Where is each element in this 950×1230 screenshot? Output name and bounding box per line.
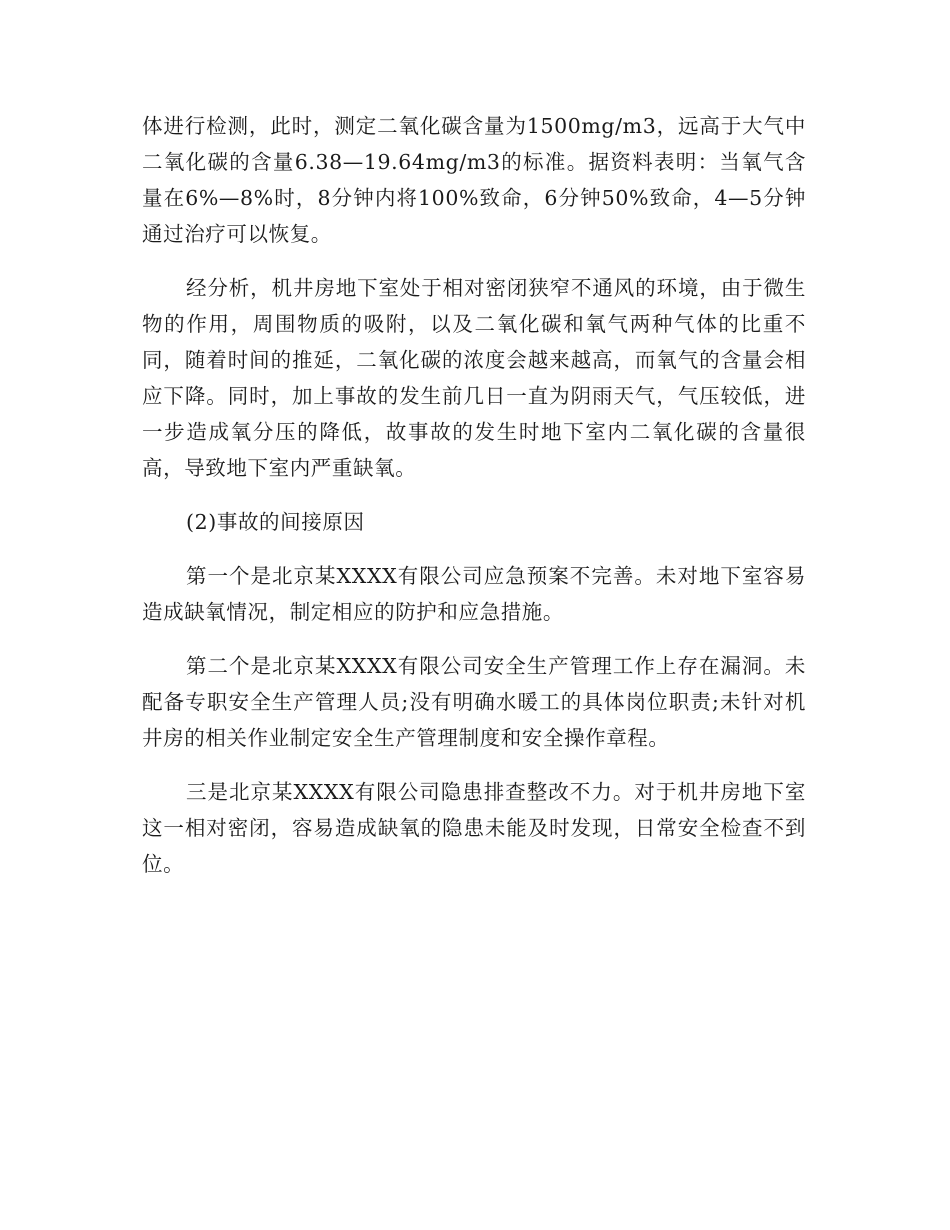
paragraph-cause-two: 第二个是北京某XXXX有限公司安全生产管理工作上存在漏洞。未配备专职安全生产管理人员;没有明确水暖工的具体岗位职责;未针对机井房的相关作业制定安全生产管理制度和安全操作章程。 xyxy=(142,654,806,750)
section-heading-indirect-causes: (2)事故的间接原因 xyxy=(186,510,365,534)
document-body xyxy=(142,108,806,900)
paragraph-analysis: 经分析，机井房地下室处于相对密闭狭窄不通风的环境，由于微生物的作用，周围物质的吸附，以及二氧化碳和氧气两种气体的比重不同，随着时间的推延，二氧化碳的浓度会越来越高，而氧气的含量会相应下降。同时，加上事故的发生前几日一直为阴雨天气，气压较低，进一步造成氧分压的降低，故事故的发生时地下室内二氧化碳的含量很高，导致地下室内严重缺氧。 xyxy=(142,276,806,480)
paragraph-cause-three: 三是北京某XXXX有限公司隐患排查整改不力。对于机井房地下室这一相对密闭，容易造成缺氧的隐患未能及时发现，日常安全检查不到位。 xyxy=(142,780,806,876)
paragraph-continued-measurement: 体进行检测，此时，测定二氧化碳含量为1500mg/m3，远高于大气中二氧化碳的含量6.38—19.64mg/m3的标准。据资料表明：当氧气含量在6%—8%时，8分钟内将100%致命，6分钟50%致命，4—5分钟通过治疗可以恢复。 xyxy=(142,114,806,246)
paragraph-cause-one: 第一个是北京某XXXX有限公司应急预案不完善。未对地下室容易造成缺氧情况，制定相应的防护和应急措施。 xyxy=(142,564,806,624)
